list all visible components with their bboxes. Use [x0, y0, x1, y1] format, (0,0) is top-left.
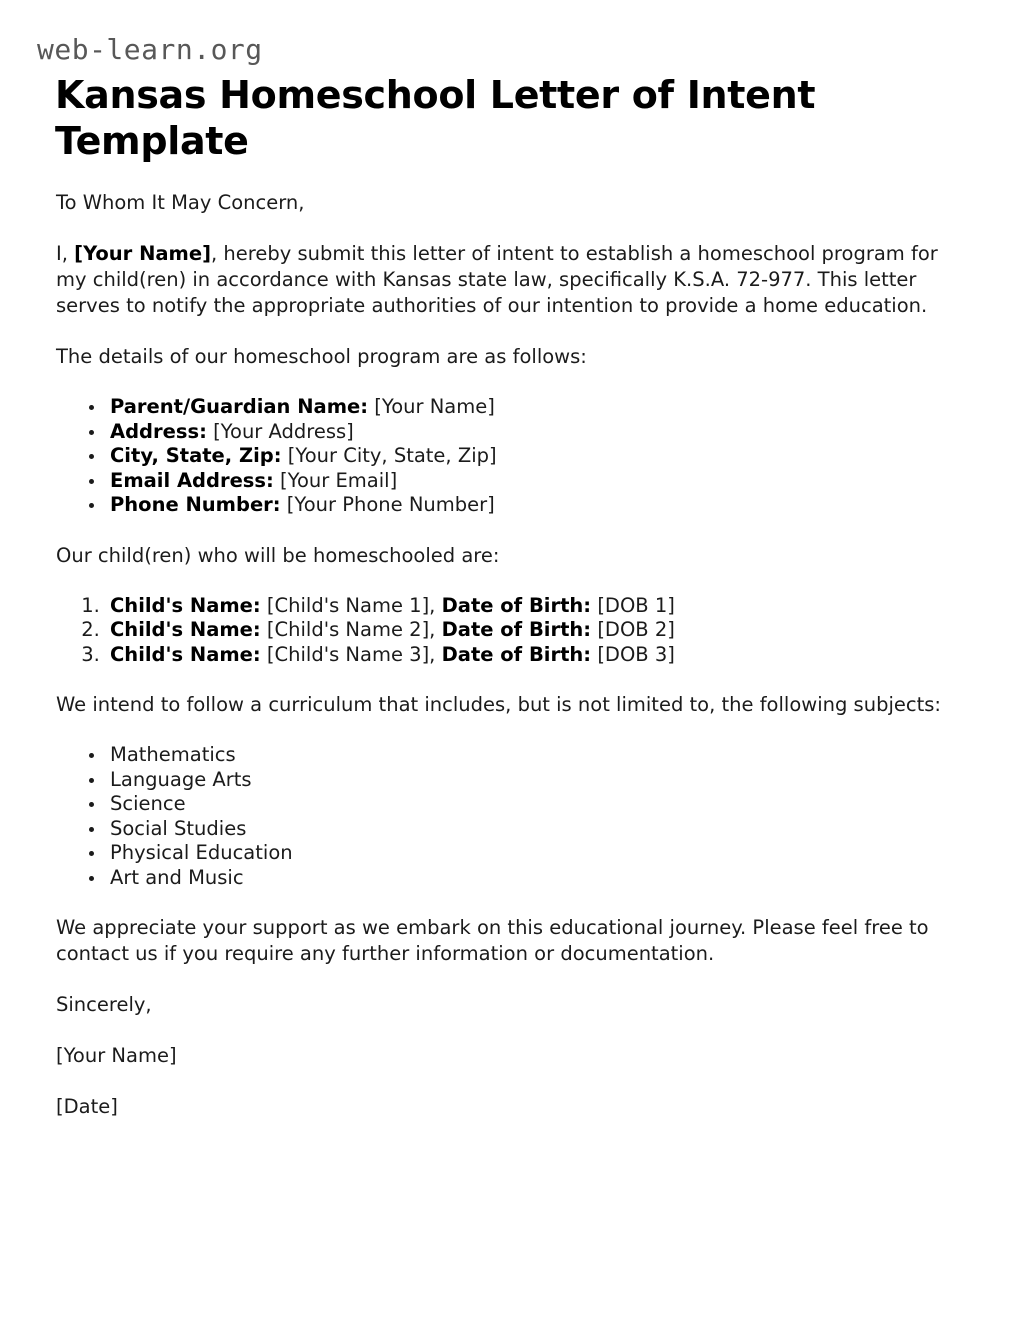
- child-dob-label: Date of Birth:: [441, 618, 592, 641]
- signature-name: [Your Name]: [56, 1044, 177, 1067]
- list-item: [106, 395, 968, 420]
- list-item: [106, 594, 968, 619]
- detail-label: Address:: [110, 419, 207, 443]
- signature-date: [Date]: [56, 1095, 118, 1118]
- subjects-list: [56, 743, 968, 890]
- details-lead: The details of our homeschool program are as follows:: [56, 345, 587, 368]
- details-list: [56, 395, 968, 518]
- detail-label: City, State, Zip:: [110, 444, 282, 467]
- list-item: • Physical Education: [106, 841, 968, 866]
- intro-paragraph: [56, 241, 968, 319]
- intro-after-name: , hereby submit this letter of intent to establish a homeschool program for my child(ren) in accordance with Kansas state law, specifically K.S.A. 72-977. This letter serves to notify the appropriate authorities of our intention to provide a home education.: [56, 242, 938, 317]
- detail-value: [Your Address]: [213, 419, 354, 443]
- intro-before-name: I,: [56, 242, 75, 265]
- detail-label: Parent/Guardian Name:: [110, 395, 369, 418]
- list-item: [106, 618, 968, 643]
- child-name-value: [Child's Name 2],: [266, 618, 436, 641]
- list-item: [106, 493, 968, 518]
- list-item: • Art and Music: [106, 866, 968, 891]
- detail-value: [Your Phone Number]: [286, 493, 495, 516]
- child-name-value: [Child's Name 3],: [266, 642, 436, 666]
- child-name-label: Child's Name:: [110, 642, 261, 666]
- child-dob-value: [DOB 1]: [597, 593, 675, 617]
- detail-value: [Your Name]: [374, 395, 495, 418]
- child-dob-label: Date of Birth:: [441, 593, 592, 617]
- detail-label: Email Address:: [110, 468, 274, 492]
- list-item: • Social Studies: [106, 817, 968, 842]
- list-item: [106, 420, 968, 445]
- list-item: • Language Arts: [106, 768, 968, 793]
- child-name-label: Child's Name:: [110, 618, 261, 641]
- detail-label: Phone Number:: [110, 493, 281, 516]
- child-dob-label: Date of Birth:: [441, 642, 592, 666]
- page-title: Kansas Homeschool Letter of Intent Template: [55, 73, 816, 163]
- children-lead: Our child(ren) who will be homeschooled are:: [56, 543, 500, 567]
- children-list: [56, 594, 968, 668]
- list-item: • Mathematics: [106, 743, 968, 768]
- list-item: • Science: [106, 792, 968, 817]
- child-dob-value: [DOB 2]: [597, 618, 675, 641]
- site-logo: web-learn.org: [37, 33, 263, 66]
- list-item: [106, 444, 968, 469]
- list-item: [106, 643, 968, 668]
- salutation: To Whom It May Concern,: [56, 191, 305, 214]
- detail-value: [Your Email]: [280, 468, 398, 492]
- child-dob-value: [DOB 3]: [597, 642, 675, 666]
- sign-off: Sincerely,: [56, 993, 152, 1016]
- document-body: [56, 190, 968, 1120]
- intro-name-placeholder: [Your Name]: [74, 242, 212, 265]
- curriculum-lead: We intend to follow a curriculum that includes, but is not limited to, the following subjects:: [56, 693, 941, 716]
- detail-value: [Your City, State, Zip]: [287, 444, 497, 467]
- child-name-value: [Child's Name 1],: [266, 593, 436, 617]
- child-name-label: Child's Name:: [110, 593, 261, 617]
- closing-paragraph: We appreciate your support as we embark on this educational journey. Please feel free to contact us if you require any further information or documentation.: [56, 916, 929, 965]
- list-item: [106, 469, 968, 494]
